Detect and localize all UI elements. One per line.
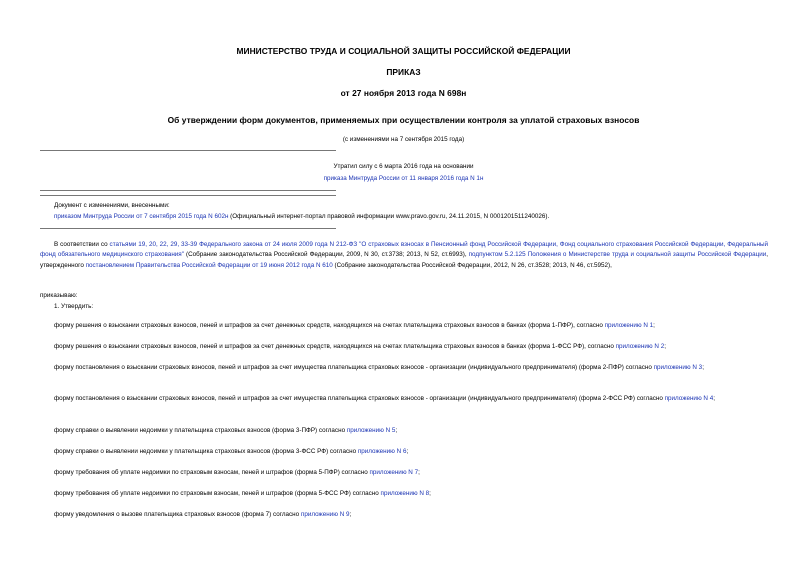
preamble-text: (Собрание законодательства Российской Федерации, 2012, N 26, ст.3528; 2013, N 46, ст.5952), (332, 261, 612, 269)
amendments-label: Документ с изменениями, внесенными: (54, 202, 170, 209)
appendix-link[interactable]: приложению N 5 (346, 427, 396, 434)
appendix-link[interactable]: приложению N 8 (380, 490, 430, 497)
divider (40, 195, 336, 196)
list-item: форму уведомления о вызове плательщика страховых взносов (форма 7) согласно приложению N 9; (54, 511, 352, 518)
list-item: форму справки о выявлении недоимки у плательщика страховых взносов (форма 3-ФСС РФ) согласно приложению N 6; (54, 448, 409, 455)
resolution-link[interactable]: постановлением Правительства Российской Федерации от 19 июня 2012 года N 610 (85, 261, 333, 269)
list-item: форму требования об уплате недоимки по страховым взносам, пеней и штрафов (форма 5-ПФР) согласно приложению N 7; (54, 469, 420, 476)
expired-text: Утратил силу с 6 марта 2016 года на основании (333, 163, 474, 170)
doc-type-heading: ПРИКАЗ (386, 67, 421, 77)
preamble-text: (Собрание законодательства Российской Федерации, 2009, N 30, ст.3738; 2013, N 52, ст.6993), (183, 251, 469, 259)
appendix-link[interactable]: приложению N 9 (300, 511, 350, 518)
expired-link[interactable]: приказа Минтруда России от 11 января 2016 года N 1н (323, 175, 484, 182)
amendment-source: (Официальный интернет-портал правовой информации www.pravo.gov.ru, 24.11.2015, N 0001201511240026). (228, 213, 550, 220)
preamble-text: , утвержденного (40, 251, 768, 269)
divider (40, 190, 336, 191)
amendment-link[interactable]: приказом Минтруда России от 7 сентября 2015 года N 602н (54, 213, 229, 220)
appendix-link[interactable]: приложению N 6 (357, 448, 407, 455)
document-title: Об утверждении форм документов, применяемых при осуществлении контроля за уплатой страховых взносов (167, 115, 640, 125)
appendix-link[interactable]: приложению N 7 (369, 469, 419, 476)
appendix-link[interactable]: приложению N 3 (653, 364, 703, 371)
list-item: форму решения о взыскании страховых взносов, пеней и штрафов за счет денежных средств, находящихся на счетах плательщика страховых взносов в банках (форма 1-ПФР), согласно приложению N 1; (54, 322, 655, 329)
appendix-link[interactable]: приложению N 4 (664, 395, 714, 402)
regulation-link[interactable]: подпунктом 5.2.125 Положения о Министерстве труда и социальной защиты Российской Федерации (468, 251, 767, 259)
list-item: форму требования об уплате недоимки по страховым взносам, пеней и штрафов (форма 5-ФСС РФ) согласно приложению N 8; (54, 490, 431, 497)
preamble-paragraph (40, 240, 768, 271)
date-number-heading: от 27 ноября 2013 года N 698н (340, 88, 467, 98)
approve-clause: 1. Утвердить: (54, 303, 94, 310)
order-word: приказываю: (40, 292, 78, 299)
list-item: форму постановления о взыскании страховых взносов, пеней и штрафов за счет имущества плательщика страховых взносов - организации (индивидуального предпринимателя) (форма 2-ФСС РФ) согласно приложению N 4; (54, 395, 715, 402)
divider (40, 150, 336, 151)
law-link[interactable]: статьями 19, 20, 22, 29, 33-39 Федерального закона от 24 июля 2009 года N 212-ФЗ "О страховых взносах в Пенсионный фонд Российской Федерации, Фонд социального страхования Российской Федерации, Федеральный фонд обязательного медицинского страхования" (40, 241, 768, 259)
ministry-heading: МИНИСТЕРСТВО ТРУДА И СОЦИАЛЬНОЙ ЗАЩИТЫ РОССИЙСКОЙ ФЕДЕРАЦИИ (236, 46, 571, 56)
appendix-link[interactable]: приложению N 1 (604, 322, 654, 329)
divider (40, 228, 336, 229)
amendments-line (54, 213, 549, 220)
list-item: форму решения о взыскании страховых взносов, пеней и штрафов за счет денежных средств, находящихся на счетах плательщика страховых взносов в банках (форма 1-ФСС РФ), согласно приложению N 2; (54, 343, 666, 350)
revision-note: (с изменениями на 7 сентября 2015 года) (342, 136, 465, 143)
list-item: форму справки о выявлении недоимки у плательщика страховых взносов (форма 3-ПФР) согласно приложению N 5; (54, 427, 398, 434)
preamble-text: В соответствии со (54, 241, 110, 248)
appendix-link[interactable]: приложению N 2 (615, 343, 665, 350)
list-item: форму постановления о взыскании страховых взносов, пеней и штрафов за счет имущества плательщика страховых взносов - организации (индивидуального предпринимателя) (форма 2-ПФР) согласно приложению N 3; (54, 364, 704, 371)
